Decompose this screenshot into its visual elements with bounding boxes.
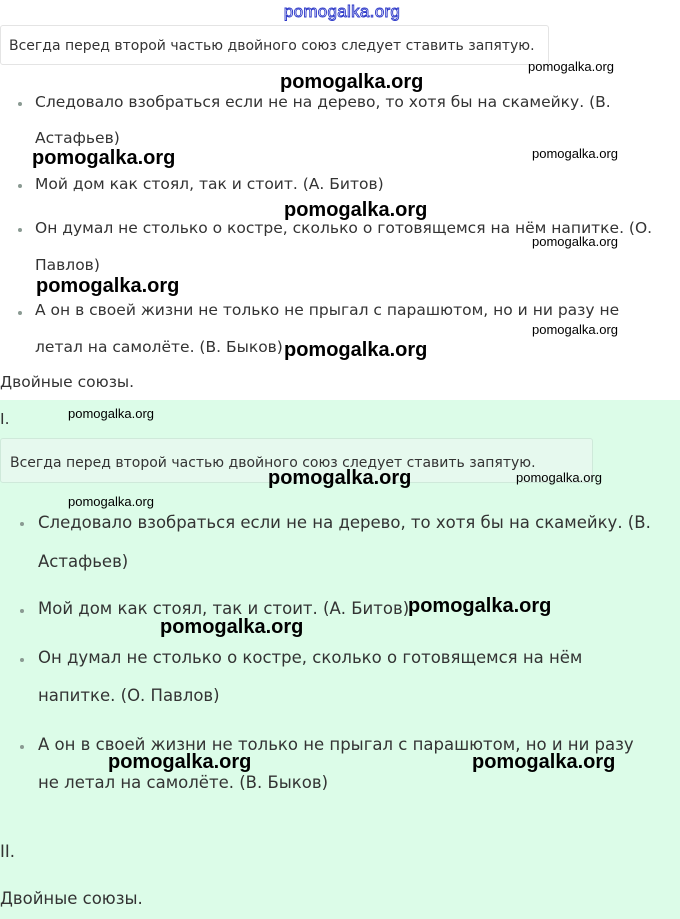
list-item-line: Мой дом как стоял, так и стоит. (А. Битов) [38, 599, 410, 618]
watermark: pomogalka.org [516, 470, 602, 485]
list-item-line: Он думал не столько о костре, сколько о готовящемся на нём [38, 648, 583, 667]
list-item-line: Следовало взобраться если не на дерево, то хотя бы на скамейку. (В. [38, 513, 651, 532]
watermark-top: pomogalka.org [283, 2, 401, 21]
watermark: pomogalka.org [160, 616, 304, 638]
watermark: pomogalka.org [472, 751, 616, 773]
watermark: pomogalka.org [36, 275, 180, 297]
list-item-line: летал на самолёте. (В. Быков) [35, 338, 283, 356]
list-item-line: А он в своей жизни не только не прыгал с парашютом, но и ни разу не [35, 301, 620, 319]
rule-box: Всегда перед второй частью двойного союз следует ставить запятую. [0, 25, 549, 65]
section-marker: I. [0, 410, 10, 428]
watermark: pomogalka.org [284, 339, 428, 361]
section-footer: Двойные союзы. [0, 373, 135, 391]
watermark: pomogalka.org [108, 751, 252, 773]
watermark: pomogalka.org [284, 199, 428, 221]
bullet-dot [18, 184, 22, 188]
bullet-dot [18, 311, 22, 315]
bullet-dot [20, 745, 24, 749]
watermark: pomogalka.org [528, 59, 614, 74]
bullet-dot [18, 228, 22, 232]
watermark: pomogalka.org [32, 147, 176, 169]
watermark: pomogalka.org [532, 234, 618, 249]
watermark: pomogalka.org [532, 322, 618, 337]
list-item-line: А он в своей жизни не только не прыгал с парашютом, но и ни разу [38, 735, 634, 754]
list-item-line: не летал на самолёте. (В. Быков) [38, 773, 329, 792]
list-item-line: Он думал не столько о костре, сколько о готовящемся на нём напитке. (О. [35, 219, 653, 237]
list-item-line: Павлов) [35, 256, 100, 274]
watermark: pomogalka.org [68, 406, 154, 421]
bullet-dot [20, 658, 24, 662]
watermark: pomogalka.org [280, 71, 424, 93]
bullet-dot [20, 609, 24, 613]
list-item-line: напитке. (О. Павлов) [38, 686, 220, 705]
section-footer: Двойные союзы. [0, 889, 143, 908]
list-item-line: Следовало взобраться если не на дерево, то хотя бы на скамейку. (В. [35, 93, 611, 111]
watermark: pomogalka.org [532, 146, 618, 161]
watermark: pomogalka.org [408, 595, 552, 617]
bullet-dot [18, 102, 22, 106]
watermark: pomogalka.org [68, 494, 154, 509]
bullet-dot [20, 522, 24, 526]
watermark: pomogalka.org [268, 467, 412, 489]
rule-box: Всегда перед второй частью двойного союз следует ставить запятую. [0, 438, 593, 483]
section-marker: II. [0, 842, 15, 861]
list-item-line: Мой дом как стоял, так и стоит. (А. Битов) [35, 175, 384, 193]
list-item-line: Астафьев) [35, 129, 120, 147]
list-item-line: Астафьев) [38, 552, 129, 571]
